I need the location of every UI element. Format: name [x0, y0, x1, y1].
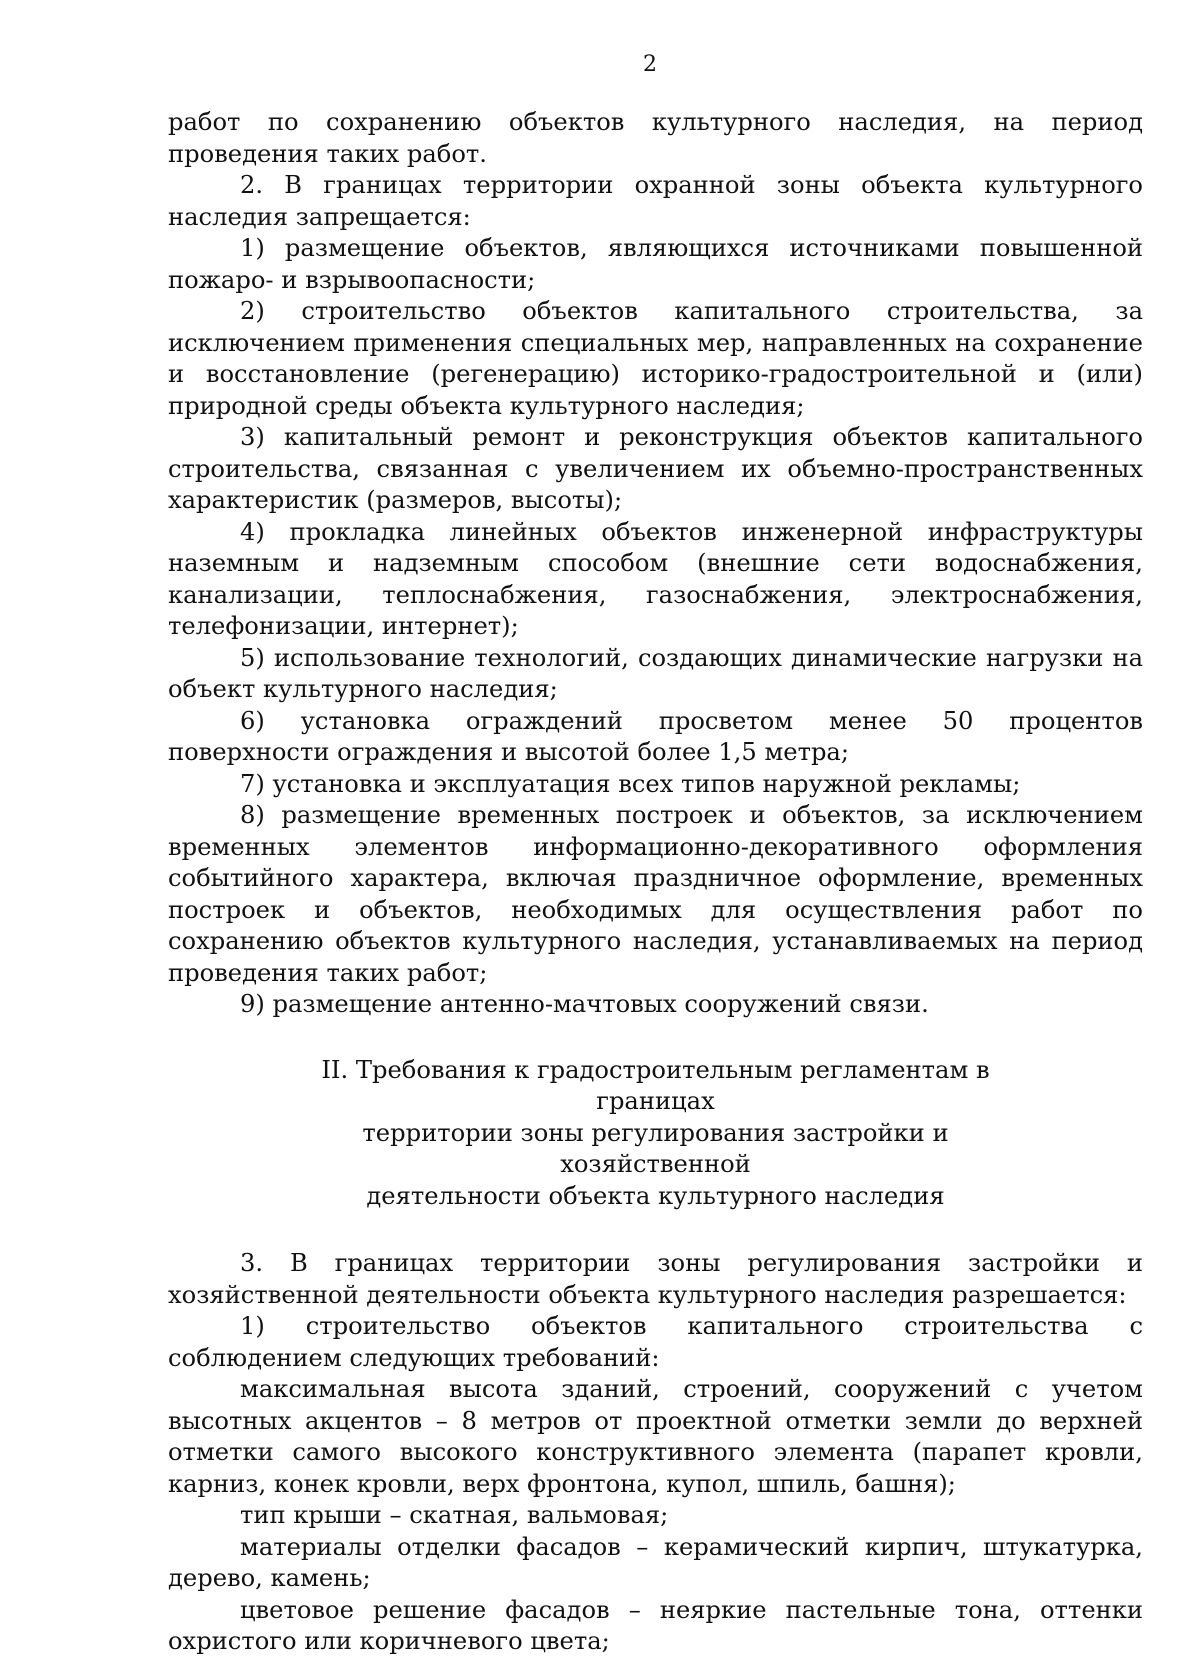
requirement-facade-colors: цветовое решение фасадов – неяркие пастельные тона, оттенки охристого или коричневого цвета; [168, 1595, 1143, 1655]
page-number: 2 [643, 52, 657, 77]
section-heading-line: территории зоны регулирования застройки и хозяйственной [362, 1118, 949, 1178]
section-heading-line: II. Требования к градостроительным регламентам в границах [321, 1055, 990, 1115]
requirement-facade-materials: материалы отделки фасадов – керамический кирпич, штукатурка, дерево, камень; [168, 1532, 1143, 1592]
section-heading-line: деятельности объекта культурного наследия [366, 1181, 945, 1210]
requirement-roof-type: тип крыши – скатная, вальмовая; [240, 1501, 669, 1529]
list-item-1: 1) строительство объектов капитального строительства с соблюдением следующих требований: [168, 1312, 1143, 1372]
list-item-7: 7) установка и эксплуатация всех типов наружной рекламы; [240, 769, 1021, 798]
document-body [168, 107, 1143, 1658]
list-item-8: 8) размещение временных построек и объектов, за исключением временных элементов информационно-декоративного оформления событийного характера, включая праздничное оформление, временных построек и объектов, необходимых для осуществления работ по сохранению объектов культурного наследия, устанавливаемых на период проведения таких работ; [168, 801, 1143, 987]
list-item-6: 6) установка ограждений просветом менее 50 процентов поверхности ограждения и высотой более 1,5 метра; [168, 706, 1143, 766]
paragraph-continuation: работ по сохранению объектов культурного наследия, на период проведения таких работ. [168, 108, 1143, 168]
paragraph-clause-3: 3. В границах территории зоны регулирования застройки и хозяйственной деятельности объекта культурного наследия разрешается: [168, 1249, 1143, 1309]
list-item-1: 1) размещение объектов, являющихся источниками повышенной пожаро- и взрывоопасности; [168, 234, 1143, 294]
list-item-3: 3) капитальный ремонт и реконструкция объектов капитального строительства, связанная с увеличением их объемно-пространственных характеристик (размеров, высоты); [168, 423, 1143, 514]
list-item-2: 2) строительство объектов капитального строительства, за исключением применения специальных мер, направленных на сохранение и восстановление (регенерацию) историко-градостроительной и (или) природной среды объекта культурного наследия; [168, 297, 1143, 420]
list-item-5: 5) использование технологий, создающих динамические нагрузки на объект культурного наследия; [168, 643, 1143, 703]
paragraph-clause-2: 2. В границах территории охранной зоны объекта культурного наследия запрещается: [168, 171, 1143, 231]
section-heading [168, 1055, 1143, 1213]
requirement-max-height: максимальная высота зданий, строений, сооружений с учетом высотных акцентов – 8 метров от проектной отметки земли до верхней отметки самого высокого конструктивного элемента (парапет кровли, карниз, конек кровли, верх фронтона, купол, шпиль, башня); [168, 1375, 1143, 1498]
list-item-4: 4) прокладка линейных объектов инженерной инфраструктуры наземным и надземным способом (внешние сети водоснабжения, канализации, теплоснабжения, газоснабжения, электроснабжения, телефонизации, интернет); [168, 517, 1143, 640]
list-item-9: 9) размещение антенно-мачтовых сооружений связи. [240, 990, 929, 1018]
